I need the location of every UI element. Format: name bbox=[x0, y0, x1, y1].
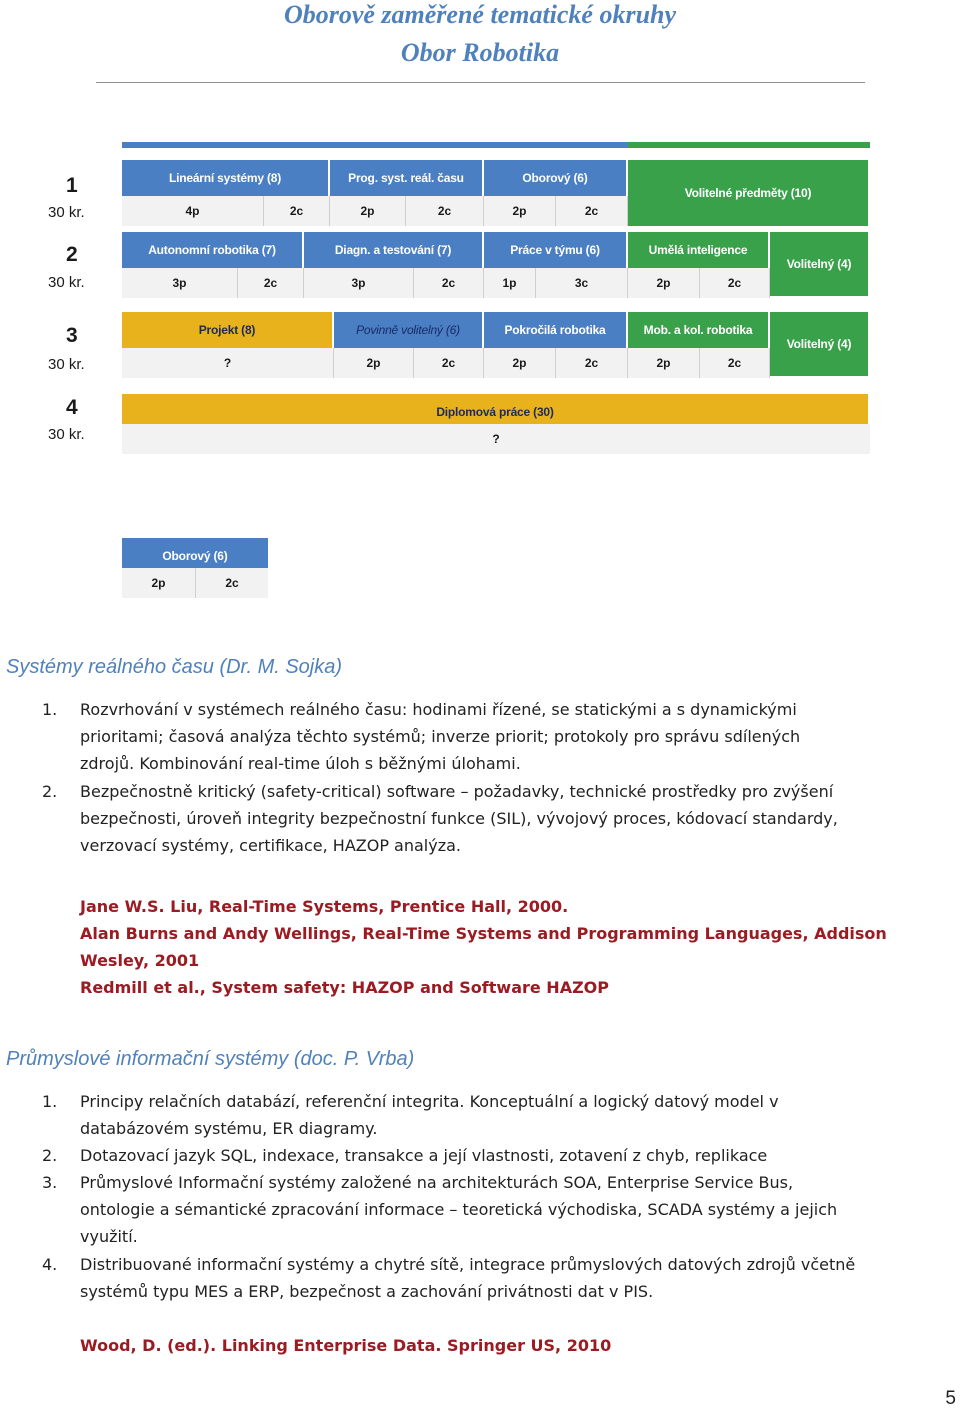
list-item-number: 3. bbox=[42, 1173, 58, 1192]
course-volitelny-3: Volitelný (4) bbox=[770, 312, 870, 376]
list-item-line: využití. bbox=[80, 1227, 138, 1246]
credit-cell: 2c bbox=[414, 268, 484, 298]
reference: Alan Burns and Andy Wellings, Real-Time Systems and Programming Languages, Addison bbox=[80, 924, 887, 943]
top-strip-blue-2 bbox=[330, 142, 628, 148]
credit-cell: 2c bbox=[264, 196, 330, 226]
semester-3-credits: 30 kr. bbox=[48, 356, 85, 373]
list-item-line: databázovém systému, ER diagramy. bbox=[80, 1119, 378, 1138]
list-item-line: Rozvrhování v systémech reálného času: hodinami řízené, se statickými a s dynamickými bbox=[80, 700, 797, 719]
semester-1-credits: 30 kr. bbox=[48, 204, 85, 221]
page-title: Oborově zaměřené tematické okruhy bbox=[283, 0, 677, 29]
semester-4-credit-row bbox=[122, 424, 870, 454]
credit-cell: 2p bbox=[628, 348, 700, 378]
credit-cell: 2p bbox=[628, 268, 700, 298]
course-projekt: Projekt (8) bbox=[122, 312, 334, 348]
credit-cell: 2c bbox=[700, 348, 770, 378]
list-item-line: Principy relačních databází, referenční integrita. Konceptuální a logický datový model v bbox=[80, 1092, 779, 1111]
list-item-line: zdrojů. Kombinování real-time úloh s běžnými úlohami. bbox=[80, 754, 521, 773]
reference: Wesley, 2001 bbox=[80, 951, 200, 970]
credit-cell: 2p bbox=[330, 196, 406, 226]
list-item-line: Distribuované informační systémy a chytré sítě, integrace průmyslových datových zdrojů včetně bbox=[80, 1255, 856, 1274]
semester-1-number: 1 bbox=[66, 174, 78, 197]
course-volitelny-2: Volitelný (4) bbox=[770, 232, 870, 296]
semester-4-number: 4 bbox=[66, 396, 78, 419]
course-prace-v-tymu: Práce v týmu (6) bbox=[484, 232, 628, 268]
course-oborovy-extra: Oborový (6) bbox=[122, 538, 268, 574]
course-volitelne-predmety: Volitelné předměty (10) bbox=[628, 160, 870, 226]
list-item-line: verzovací systémy, certifikace, HAZOP analýza. bbox=[80, 836, 461, 855]
credit-cell: 3c bbox=[536, 268, 628, 298]
header-divider bbox=[96, 82, 865, 83]
list-item-line: Dotazovací jazyk SQL, indexace, transakce a její vlastnosti, zotavení z chyb, replikace bbox=[80, 1146, 768, 1165]
course-umela-inteligence: Umělá inteligence bbox=[628, 232, 770, 268]
section-1-title: Systémy reálného času (Dr. M. Sojka) bbox=[6, 656, 343, 678]
course-povinne-volitelny: Povinně volitelný (6) bbox=[334, 312, 484, 348]
course-mob-kol-robotika: Mob. a kol. robotika bbox=[628, 312, 770, 348]
reference: Redmill et al., System safety: HAZOP and Software HAZOP bbox=[80, 978, 609, 997]
top-strip-blue bbox=[122, 142, 330, 148]
credit-cell: 2c bbox=[406, 196, 484, 226]
top-strip-green bbox=[628, 142, 870, 148]
course-autonomni-robotika: Autonomní robotika (7) bbox=[122, 232, 304, 268]
page-subtitle: Obor Robotika bbox=[400, 38, 560, 67]
credit-cell: 2c bbox=[414, 348, 484, 378]
section-1-list bbox=[0, 696, 960, 866]
credit-cell: ? bbox=[122, 348, 334, 378]
semester-3-number: 3 bbox=[66, 324, 78, 347]
credit-cell: 3p bbox=[304, 268, 414, 298]
course-diplomova-prace: Diplomová práce (30) bbox=[122, 394, 870, 430]
course-linearni-systemy: Lineární systémy (8) bbox=[122, 160, 330, 196]
credit-cell: 2p bbox=[484, 348, 556, 378]
credit-cell: ? bbox=[492, 432, 500, 446]
course-diagn-testovani: Diagn. a testování (7) bbox=[304, 232, 484, 268]
list-item-number: 2. bbox=[42, 782, 58, 801]
reference: Wood, D. (ed.). Linking Enterprise Data. Springer US, 2010 bbox=[80, 1336, 612, 1355]
semester-2-credit-row bbox=[122, 268, 770, 298]
credit-cell: 2p bbox=[122, 568, 196, 598]
credit-cell: 2c bbox=[700, 268, 770, 298]
credit-cell: 2c bbox=[225, 576, 239, 590]
section-2-title: Průmyslové informační systémy (doc. P. Vrba) bbox=[6, 1048, 415, 1070]
list-item-line: ontologie a sémantické zpracování informace – teoretická východiska, SCADA systémy a jejich bbox=[80, 1200, 838, 1219]
list-item-number: 1. bbox=[42, 700, 58, 719]
list-item-line: prioritami; časová analýza těchto systémů; inverze priorit; protokoly pro správu sdílených bbox=[80, 727, 801, 746]
curriculum-diagram bbox=[30, 138, 870, 618]
list-item-line: Bezpečnostně kritický (safety-critical) software – požadavky, technické prostředky pro zvýšení bbox=[80, 782, 834, 801]
reference: Jane W.S. Liu, Real-Time Systems, Prentice Hall, 2000. bbox=[80, 897, 569, 916]
semester-2-credits: 30 kr. bbox=[48, 274, 85, 291]
credit-cell: 1p bbox=[484, 268, 536, 298]
semester-2-number: 2 bbox=[66, 243, 78, 266]
credit-cell: 2c bbox=[556, 348, 628, 378]
semester-3-credit-row bbox=[122, 348, 770, 378]
course-oborovy-1: Oborový (6) bbox=[484, 160, 628, 196]
credit-cell: 3p bbox=[122, 268, 238, 298]
semester-4-credits: 30 kr. bbox=[48, 426, 85, 443]
list-item-line: systémů typu MES a ERP, bezpečnost a zachování privátnosti dat v PIS. bbox=[80, 1282, 654, 1301]
list-item-number: 1. bbox=[42, 1092, 58, 1111]
credit-cell: 2c bbox=[238, 268, 304, 298]
list-item-line: bezpečnosti, úroveň integrity bezpečnostní funkce (SIL), vývojový proces, kódovací standardy, bbox=[80, 809, 838, 828]
list-item-number: 4. bbox=[42, 1255, 58, 1274]
course-pokrocila-robotika: Pokročilá robotika bbox=[484, 312, 628, 348]
extra-credit-row bbox=[122, 568, 268, 598]
credit-cell: 4p bbox=[122, 196, 264, 226]
list-item-number: 2. bbox=[42, 1146, 58, 1165]
credit-cell: 2c bbox=[556, 196, 628, 226]
credit-cell: 2p bbox=[334, 348, 414, 378]
semester-1-credit-row bbox=[122, 196, 628, 226]
course-prog-syst: Prog. syst. reál. času bbox=[330, 160, 484, 196]
page-number: 5 bbox=[945, 1388, 956, 1409]
list-item-line: Průmyslové Informační systémy založené na architekturách SOA, Enterprise Service Bus, bbox=[80, 1173, 794, 1192]
section-2-list bbox=[0, 1088, 960, 1318]
credit-cell: 2p bbox=[484, 196, 556, 226]
